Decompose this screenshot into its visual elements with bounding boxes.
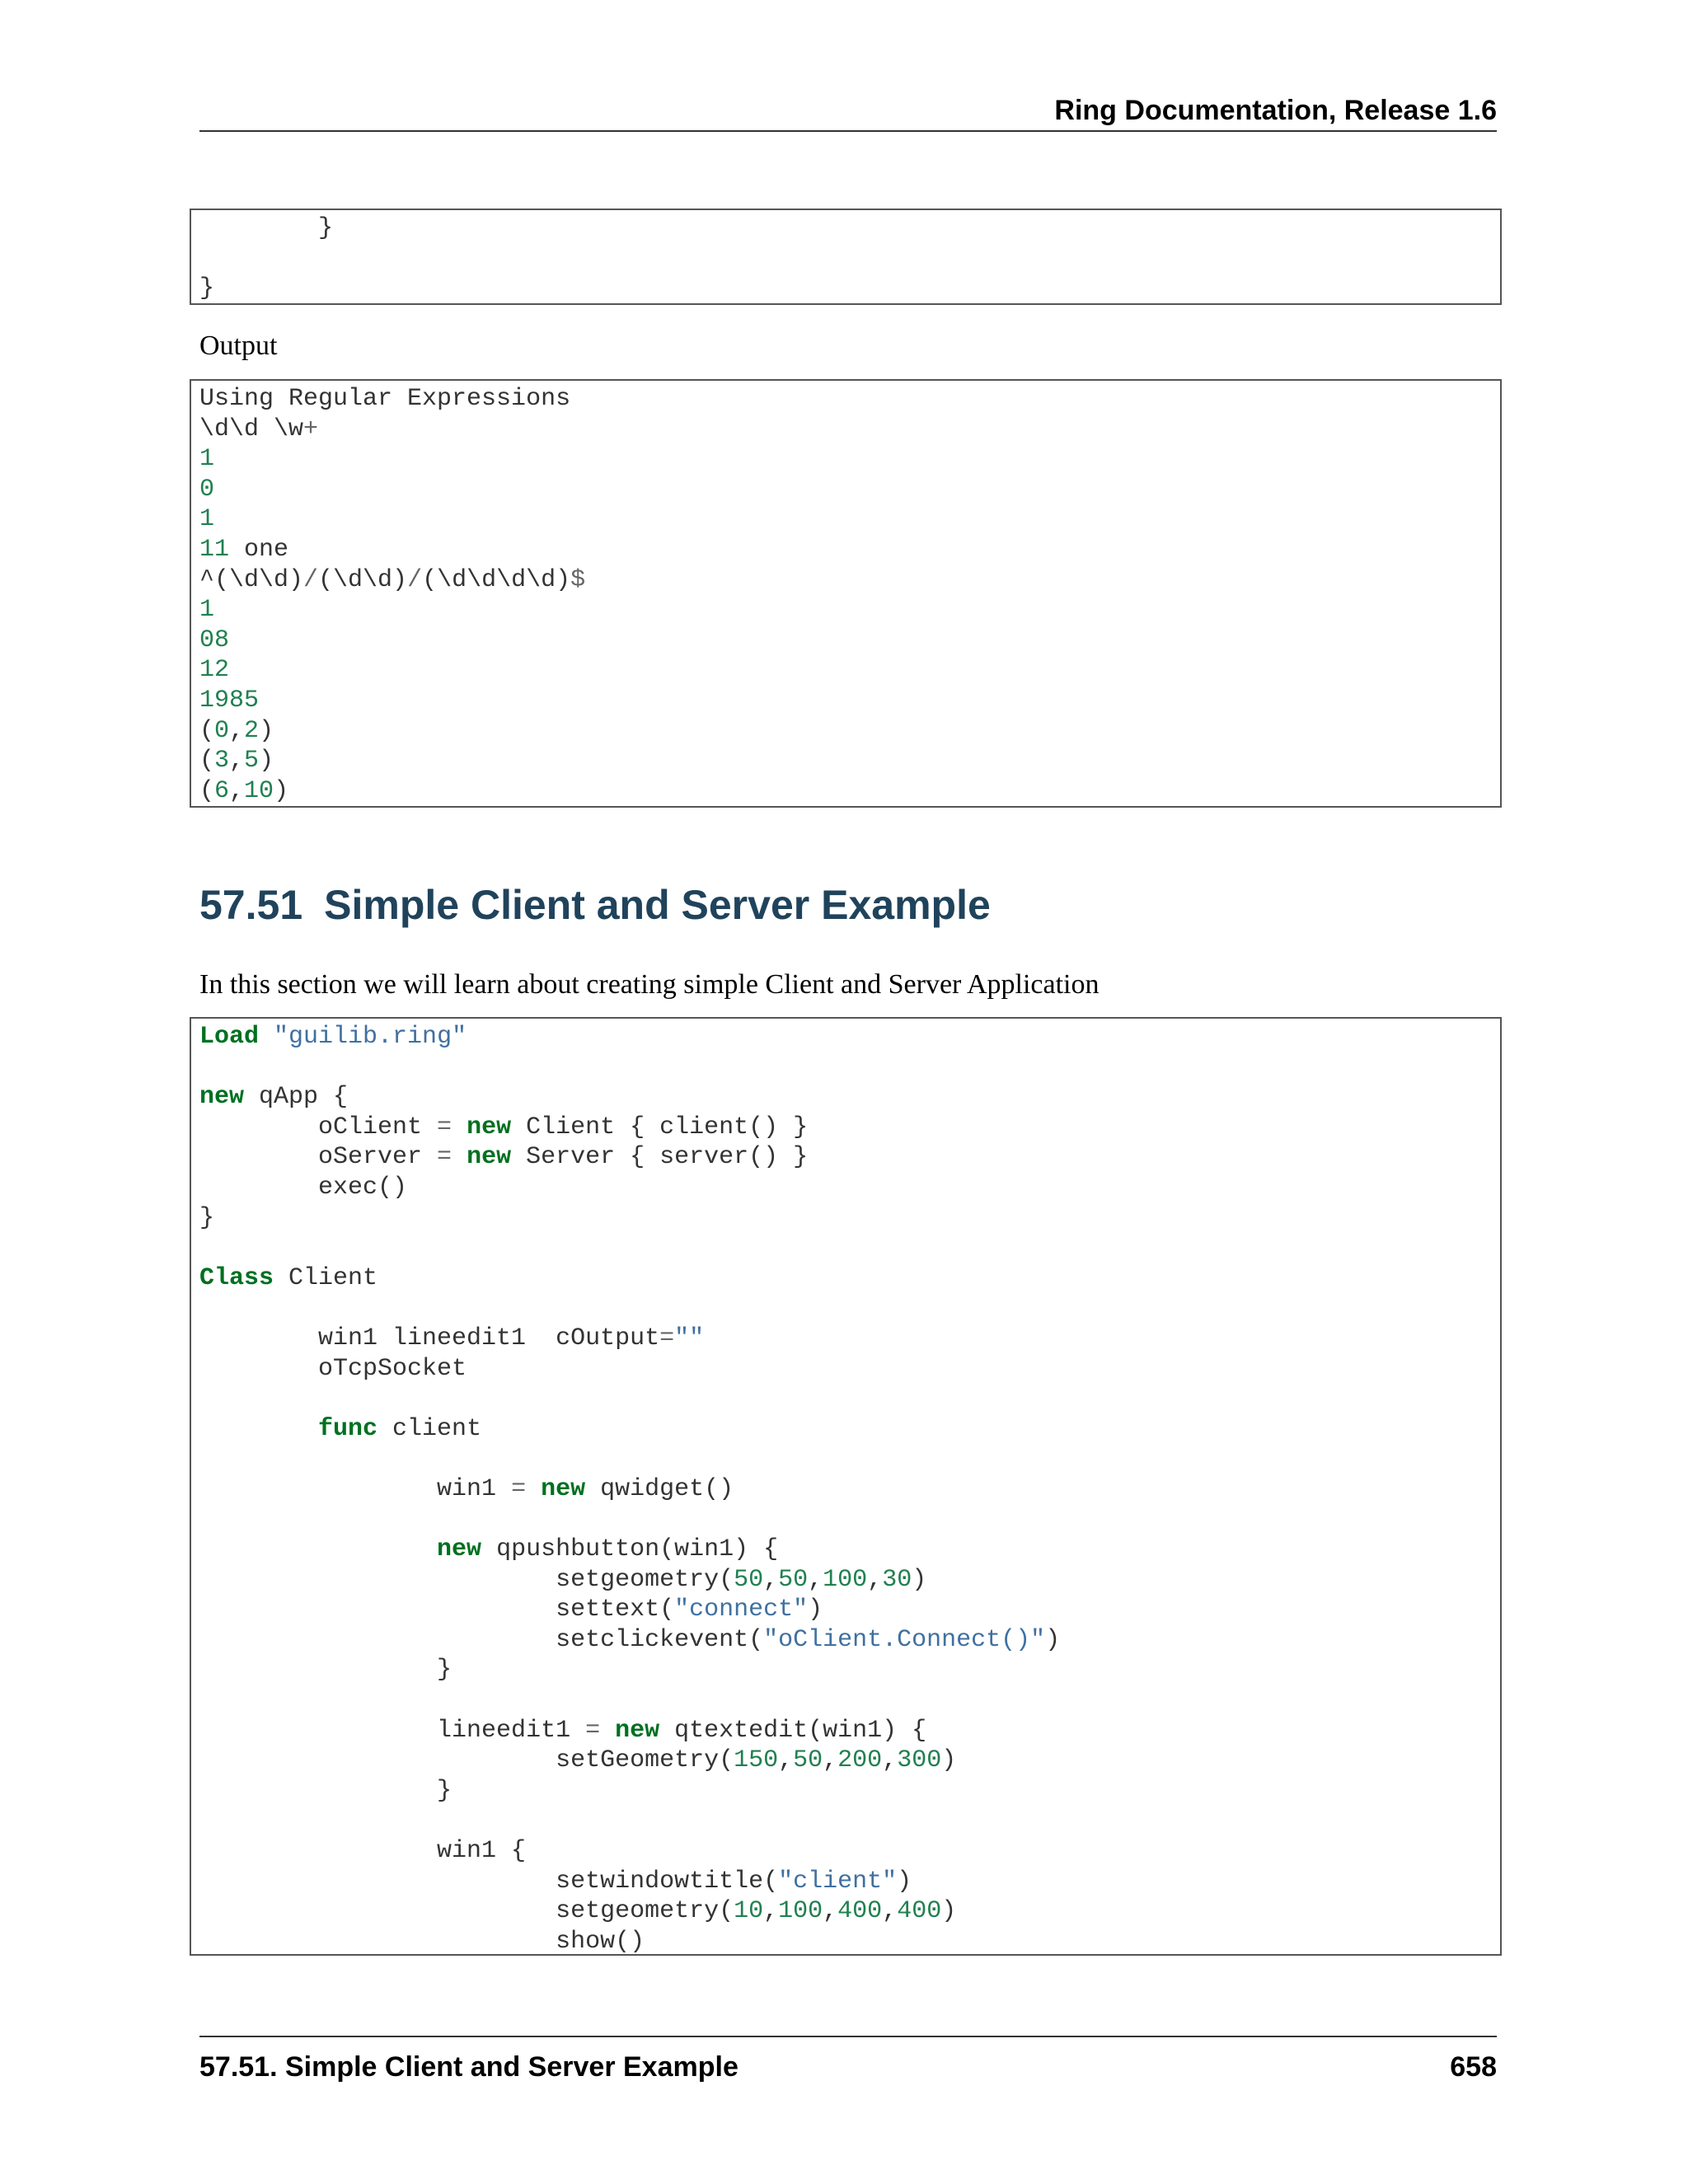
code-token: new (541, 1474, 586, 1503)
code-token: setgeometry( (199, 1565, 734, 1594)
code-token: 1 (199, 596, 215, 625)
code-token: / (407, 565, 423, 594)
code-token: new (467, 1143, 512, 1172)
code-token: ) (259, 716, 274, 745)
code-token: new (615, 1716, 660, 1745)
code-line (199, 1143, 808, 1171)
code-token: , (823, 1746, 838, 1775)
code-token: qApp { (244, 1083, 349, 1112)
code-token: 50 (778, 1565, 809, 1594)
code-token: ) (274, 776, 289, 805)
code-line (199, 1174, 407, 1202)
code-token: 1 (199, 505, 215, 534)
code-line (199, 274, 214, 302)
code-token: Server { server() } (511, 1143, 809, 1172)
code-token: oTcpSocket (199, 1354, 467, 1383)
code-line (199, 385, 570, 413)
code-token: 50 (734, 1565, 764, 1594)
code-line (199, 1717, 926, 1745)
page-footer (199, 2036, 1497, 2085)
code-line (199, 1113, 808, 1141)
code-token: ( (199, 747, 215, 776)
code-token: } (199, 274, 215, 303)
header-title: Ring Documentation, Release 1.6 (1054, 95, 1497, 126)
code-block-continuation (190, 209, 1502, 305)
code-line (199, 1746, 956, 1774)
code-token: ) (1045, 1625, 1061, 1654)
code-line (199, 445, 214, 473)
code-line (199, 476, 214, 504)
code-token: oServer (199, 1143, 438, 1172)
code-token: , (229, 747, 245, 776)
code-token: + (303, 415, 319, 443)
code-token: , (229, 776, 245, 805)
code-token: ^(\d\d) (199, 565, 304, 594)
code-token: , (882, 1746, 898, 1775)
code-line (199, 656, 229, 684)
code-token: one (229, 535, 289, 564)
code-line (199, 1868, 912, 1896)
code-token: qwidget() (585, 1474, 734, 1503)
code-token: "oClient.Connect()" (763, 1625, 1046, 1654)
code-line (199, 687, 259, 715)
code-token: qtextedit(win1) { (659, 1716, 927, 1745)
code-token: oClient (199, 1113, 438, 1141)
code-token: 6 (214, 776, 230, 805)
code-line (199, 777, 288, 805)
code-token: } (199, 1776, 452, 1805)
code-token: } (199, 1656, 452, 1685)
code-token: new (437, 1535, 482, 1564)
code-token: Using Regular Expressions (199, 385, 571, 413)
code-line (199, 717, 274, 745)
code-token: win1 (199, 1474, 512, 1503)
code-token: Client (274, 1263, 378, 1292)
code-token: 200 (837, 1746, 883, 1775)
code-token: (\d\d\d\d) (422, 565, 571, 594)
code-token: , (823, 1897, 838, 1926)
code-line (199, 1475, 734, 1503)
code-token: ) (912, 1565, 927, 1594)
code-line (199, 505, 214, 533)
footer-section: 57.51. Simple Client and Server Example (199, 2051, 738, 2083)
code-token: ) (259, 747, 274, 776)
code-token: = (511, 1474, 527, 1503)
code-token: } (199, 1203, 215, 1232)
code-token: show() (199, 1927, 645, 1956)
code-token: 10 (734, 1897, 764, 1926)
code-line (199, 1083, 348, 1111)
code-token: func (318, 1414, 378, 1443)
code-line (199, 1777, 452, 1805)
code-token: = (585, 1716, 601, 1745)
code-token (452, 1113, 467, 1141)
code-token: 30 (882, 1565, 912, 1594)
code-line (199, 536, 288, 564)
code-line (199, 415, 318, 443)
code-token: Load (199, 1023, 260, 1051)
code-token: , (808, 1565, 823, 1594)
code-token: ) (808, 1596, 823, 1624)
code-token: lineedit1 (199, 1716, 586, 1745)
code-token: exec() (199, 1173, 408, 1202)
code-line (199, 214, 333, 242)
code-token: , (867, 1565, 883, 1594)
output-block (190, 379, 1502, 808)
code-line (199, 1897, 956, 1925)
code-token: setwindowtitle( (199, 1867, 779, 1896)
code-token: 5 (244, 747, 260, 776)
code-token: / (303, 565, 319, 594)
code-token: setGeometry( (199, 1746, 734, 1775)
code-token: ) (941, 1897, 957, 1926)
code-token: ) (941, 1746, 957, 1775)
code-line (199, 1596, 823, 1624)
code-line (199, 1566, 926, 1594)
code-token: Client { client() } (511, 1113, 809, 1141)
code-token: } (199, 214, 334, 242)
code-token: ) (897, 1867, 912, 1896)
code-token: new (199, 1083, 245, 1112)
code-token: new (467, 1113, 512, 1141)
code-token: ( (199, 716, 215, 745)
code-line (199, 596, 214, 624)
code-line (199, 1264, 377, 1292)
code-token: = (437, 1113, 452, 1141)
code-token: "client" (778, 1867, 898, 1896)
code-token: ( (199, 776, 215, 805)
code-token: win1 { (199, 1837, 527, 1866)
code-token: , (229, 716, 245, 745)
code-token: Class (199, 1263, 274, 1292)
code-token: 2 (244, 716, 260, 745)
code-line (199, 1415, 481, 1443)
code-token: settext( (199, 1596, 675, 1624)
page-number: 658 (1450, 2051, 1497, 2083)
code-token: \d\d \w (199, 415, 304, 443)
code-token: "connect" (674, 1596, 809, 1624)
code-token: setclickevent( (199, 1625, 764, 1654)
code-token (199, 1535, 437, 1563)
code-token: $ (570, 565, 586, 594)
code-token (600, 1717, 615, 1745)
section-number: 57.51 (199, 882, 303, 928)
code-token: , (763, 1565, 779, 1594)
code-token: 3 (214, 747, 230, 776)
code-token: 50 (793, 1746, 823, 1775)
code-token: 150 (734, 1746, 779, 1775)
code-token: 400 (837, 1897, 883, 1926)
code-token (199, 1415, 318, 1443)
code-token: , (882, 1897, 898, 1926)
code-token: 400 (897, 1897, 942, 1926)
page-header (199, 91, 1497, 132)
code-line (199, 1324, 704, 1352)
code-token: setgeometry( (199, 1897, 734, 1926)
code-line (199, 1535, 778, 1563)
code-token: , (763, 1897, 779, 1926)
code-token (452, 1143, 467, 1171)
output-label: Output (199, 330, 278, 361)
section-title-text: Simple Client and Server Example (324, 882, 991, 928)
code-token: (\d\d) (318, 565, 408, 594)
code-token: = (437, 1143, 452, 1172)
section-intro: In this section we will learn about creating simple Client and Server Application (199, 969, 1100, 1000)
code-token: 12 (199, 656, 230, 685)
code-line (199, 1656, 452, 1684)
code-token (526, 1475, 541, 1503)
code-token: 1985 (199, 686, 260, 715)
code-line (199, 1355, 467, 1383)
code-line (199, 1626, 1060, 1654)
code-token: = (659, 1324, 675, 1352)
code-token: 300 (897, 1746, 942, 1775)
code-line (199, 1023, 467, 1051)
section-heading (199, 880, 991, 930)
code-token: 100 (823, 1565, 868, 1594)
code-line (199, 626, 229, 654)
code-token: win1 lineedit1 cOutput (199, 1324, 660, 1352)
code-line (199, 566, 585, 594)
code-token: 100 (778, 1897, 823, 1926)
code-token: client (377, 1414, 482, 1443)
code-token: 10 (244, 776, 274, 805)
code-block-client-server (190, 1017, 1502, 1956)
code-token: "" (674, 1324, 705, 1352)
code-token: 11 (199, 535, 230, 564)
code-line (199, 747, 274, 775)
code-token: 0 (214, 716, 230, 745)
code-token: 1 (199, 445, 215, 474)
code-token: 08 (199, 626, 230, 654)
code-token (259, 1023, 274, 1051)
code-token: , (778, 1746, 794, 1775)
code-line (199, 1928, 645, 1956)
code-token: qpushbutton(win1) { (481, 1535, 779, 1564)
code-line (199, 1837, 526, 1865)
code-token: 0 (199, 475, 215, 504)
code-line (199, 1204, 214, 1232)
code-token: "guilib.ring" (274, 1023, 467, 1051)
